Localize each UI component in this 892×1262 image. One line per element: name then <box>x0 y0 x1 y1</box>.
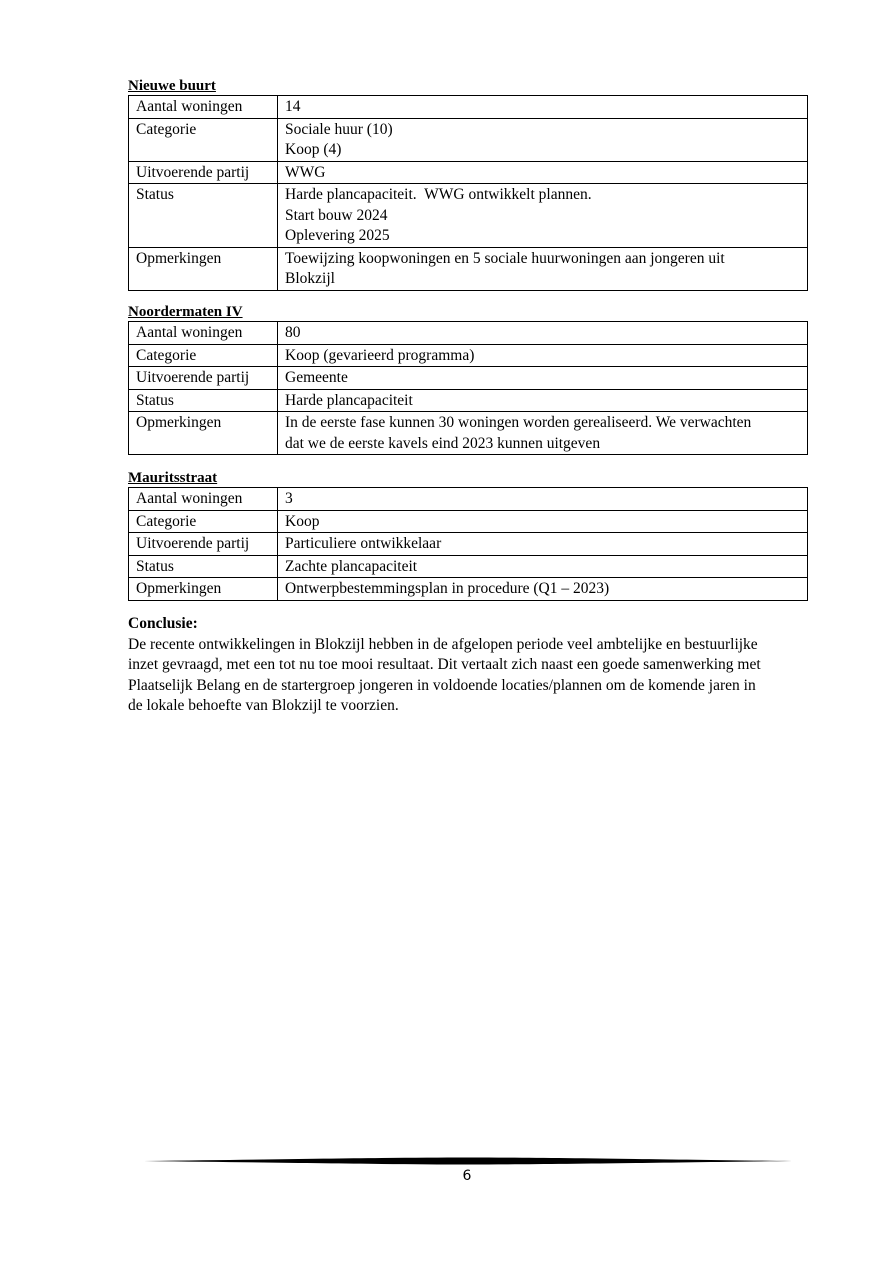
table-row <box>129 184 808 248</box>
value-line: 3 <box>285 490 293 507</box>
value-line: Blokzijl <box>285 270 335 287</box>
value-line: Zachte plancapaciteit <box>285 557 418 575</box>
row-label: Uitvoerende partij <box>129 161 278 184</box>
info-table <box>128 95 808 291</box>
table-row <box>129 161 808 184</box>
value-line: 14 <box>285 98 301 115</box>
section-noordermaten-iv <box>128 304 808 455</box>
footer-divider <box>144 1156 792 1166</box>
value-line: Toewijzing koopwoningen en 5 sociale huurwoningen aan jongeren uit <box>285 249 725 267</box>
value-line: Koop (4) <box>285 141 342 158</box>
section-title: Nieuwe buurt <box>128 78 216 94</box>
value-line: dat we de eerste kavels eind 2023 kunnen uitgeven <box>285 434 601 452</box>
row-value <box>278 412 808 455</box>
value-line: In de eerste fase kunnen 30 woningen worden gerealiseerd. We verwachten <box>285 414 752 431</box>
section-nieuwe-buurt <box>128 78 808 291</box>
row-label: Opmerkingen <box>129 412 278 455</box>
row-value <box>278 488 808 511</box>
conclusion-title: Conclusie: <box>128 615 198 632</box>
table-row <box>129 247 808 290</box>
table-row <box>129 412 808 455</box>
row-label: Opmerkingen <box>129 247 278 290</box>
conclusion-line: inzet gevraagd, met een tot nu toe mooi resultaat. Dit vertaalt zich naast een goede samenwerking met <box>128 656 761 674</box>
value-line: WWG <box>285 163 326 181</box>
section-title: Noordermaten IV <box>128 304 243 320</box>
row-label: Uitvoerende partij <box>129 367 278 390</box>
info-table <box>128 321 808 455</box>
table-row <box>129 555 808 578</box>
row-value <box>278 510 808 533</box>
table-row <box>129 322 808 345</box>
row-value <box>278 344 808 367</box>
table-row <box>129 344 808 367</box>
row-value <box>278 247 808 290</box>
conclusion <box>128 614 818 717</box>
table-row <box>129 510 808 533</box>
table-row <box>129 578 808 601</box>
value-line: Ontwerpbestemmingsplan in procedure (Q1 – 2023) <box>285 580 610 597</box>
value-line: Harde plancapaciteit <box>285 391 413 409</box>
value-line: Gemeente <box>285 369 348 386</box>
page-number: 6 <box>462 1168 472 1184</box>
row-label: Categorie <box>129 344 278 367</box>
row-label: Opmerkingen <box>129 578 278 601</box>
value-line: 80 <box>285 324 301 341</box>
table-row <box>129 118 808 161</box>
row-label: Aantal woningen <box>129 322 278 345</box>
row-value <box>278 96 808 119</box>
row-value <box>278 367 808 390</box>
value-line: Oplevering 2025 <box>285 227 390 244</box>
value-line: Harde plancapaciteit. WWG ontwikkelt plannen. <box>285 186 592 203</box>
conclusion-line: De recente ontwikkelingen in Blokzijl hebben in de afgelopen periode veel ambtelijke en bestuurlijke <box>128 635 758 653</box>
table-row <box>129 367 808 390</box>
row-value <box>278 161 808 184</box>
value-line: Start bouw 2024 <box>285 206 388 224</box>
row-value <box>278 389 808 412</box>
row-value <box>278 555 808 578</box>
table-row <box>129 488 808 511</box>
table-row <box>129 389 808 412</box>
row-label: Aantal woningen <box>129 488 278 511</box>
row-label: Aantal woningen <box>129 96 278 119</box>
row-value <box>278 533 808 556</box>
conclusion-line: de lokale behoefte van Blokzijl te voorzien. <box>128 697 399 715</box>
row-label: Categorie <box>129 510 278 533</box>
conclusion-line: Plaatselijk Belang en de startergroep jongeren in voldoende locaties/plannen om de komende jaren in <box>128 676 756 694</box>
row-value <box>278 322 808 345</box>
section-title: Mauritsstraat <box>128 470 218 486</box>
row-value <box>278 118 808 161</box>
row-label: Status <box>129 555 278 578</box>
section-mauritsstraat <box>128 470 808 601</box>
value-line: Koop (gevarieerd programma) <box>285 346 475 364</box>
value-line: Sociale huur (10) <box>285 120 393 138</box>
row-label: Uitvoerende partij <box>129 533 278 556</box>
row-label: Status <box>129 184 278 248</box>
info-table <box>128 487 808 601</box>
table-row <box>129 96 808 119</box>
row-label: Categorie <box>129 118 278 161</box>
value-line: Particuliere ontwikkelaar <box>285 535 442 552</box>
table-row <box>129 533 808 556</box>
row-value <box>278 184 808 248</box>
row-label: Status <box>129 389 278 412</box>
row-value <box>278 578 808 601</box>
value-line: Koop <box>285 512 320 530</box>
